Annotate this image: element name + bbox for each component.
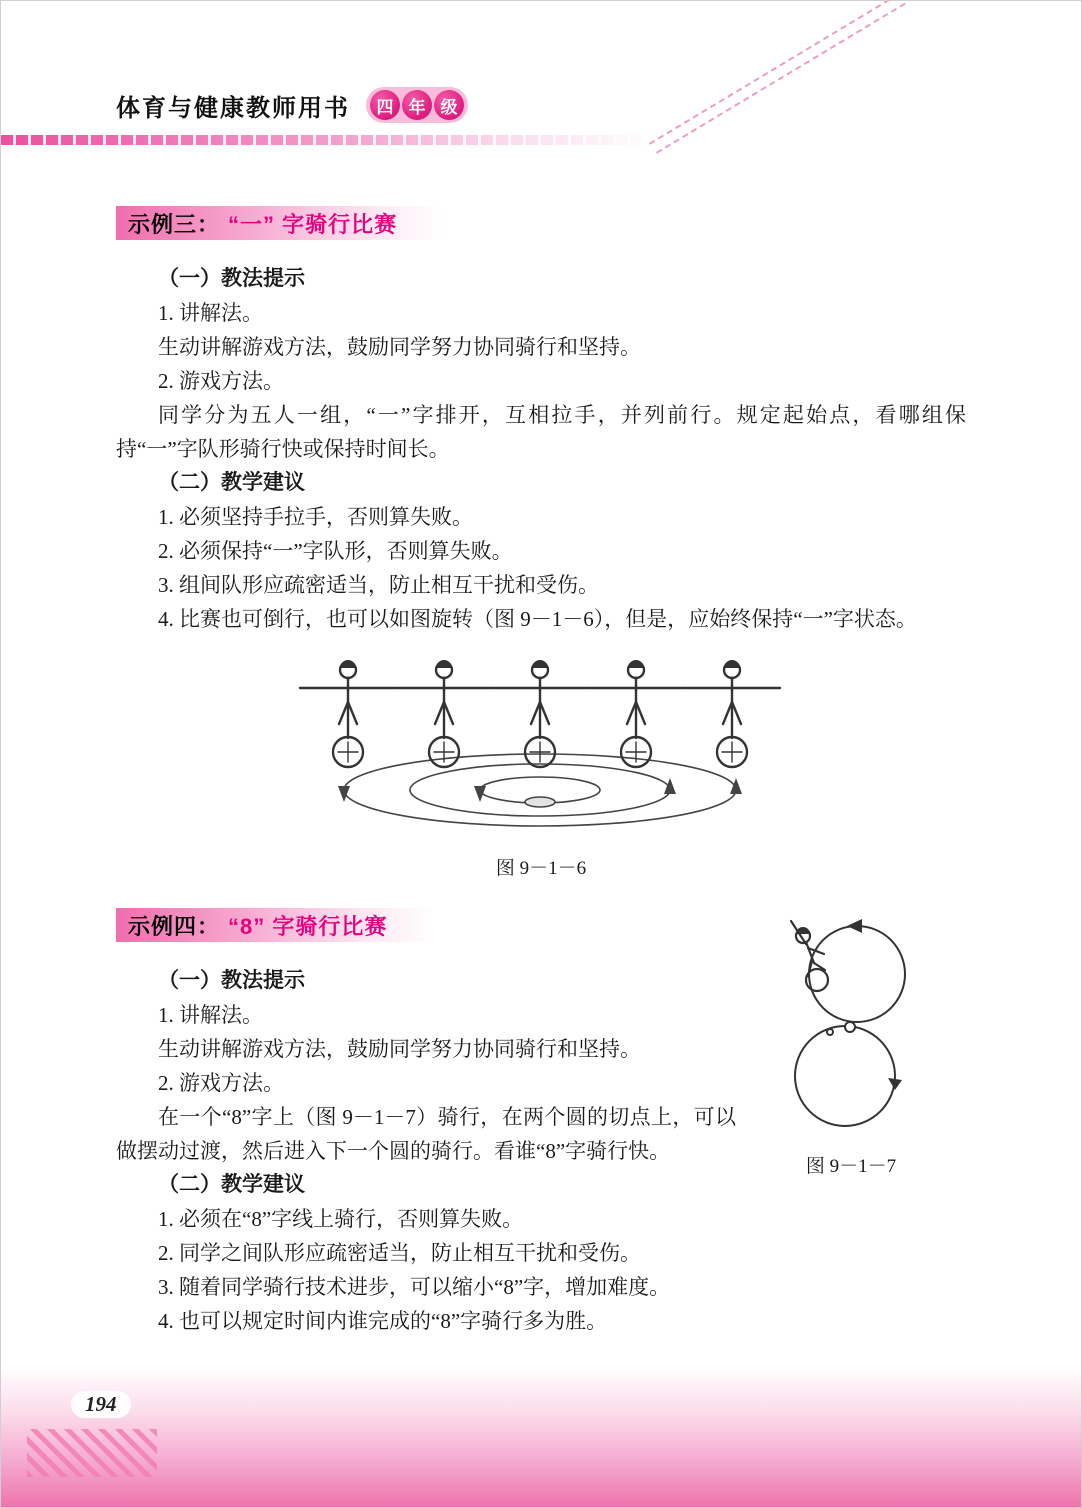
paragraph: 1. 必须在“8”字线上骑行，否则算失败。 [158, 1207, 524, 1231]
page-header [116, 87, 468, 123]
section-heading-example3 [116, 206, 443, 240]
corner-dashed-line [649, 0, 899, 145]
paragraph: 2. 游戏方法。 [158, 1071, 284, 1095]
paragraph: 1. 讲解法。 [158, 1003, 263, 1027]
figure-eight-illustration [736, 908, 966, 1180]
subsection-heading: （二）教学建议 [158, 1173, 305, 1196]
paragraph: 3. 随着同学骑行技术进步，可以缩小“8”字，增加难度。 [158, 1275, 671, 1299]
book-title: 体育与健康教师用书 [116, 94, 350, 122]
figure-caption: 图 9－1－7 [805, 1156, 897, 1177]
section-title: “8” 字骑行比赛 [228, 913, 388, 939]
page-number: 194 [71, 1391, 131, 1418]
paragraph: 同学分为五人一组，“一”字排开，互相拉手，并列前行。规定起始点，看哪组保持“一”字队形骑行快或保持时间长。 [116, 403, 966, 461]
subsection-heading: （一）教法提示 [158, 267, 305, 290]
grade-badge-char: 四 [370, 90, 400, 120]
grade-badge [366, 87, 468, 123]
corner-dashed-line [656, 3, 906, 154]
paragraph: 2. 同学之间队形应疏密适当，防止相互干扰和受伤。 [158, 1241, 641, 1265]
paragraph: 4. 也可以规定时间内谁完成的“8”字骑行多为胜。 [158, 1309, 608, 1333]
section-label: 示例三： [128, 211, 221, 237]
figure-unicycle-line-illustration [116, 650, 966, 882]
paragraph: 4. 比赛也可倒行，也可以如图旋转（图 9－1－6），但是，应始终保持“一”字状态。 [158, 607, 917, 631]
subsection-heading: （一）教法提示 [158, 969, 305, 992]
paragraph: 生动讲解游戏方法，鼓励同学努力协同骑行和坚持。 [158, 1037, 641, 1061]
section-label: 示例四： [128, 913, 221, 939]
paragraph: 在一个“8”字上（图 9－1－7）骑行，在两个圆的切点上，可以做摆动过渡，然后进入下一个圆的骑行。看谁“8”字骑行快。 [116, 1105, 736, 1163]
paragraph: 2. 必须保持“一”字队形，否则算失败。 [158, 539, 513, 563]
section-example4 [116, 908, 966, 1338]
subsection-heading: （二）教学建议 [158, 471, 305, 494]
paragraph: 生动讲解游戏方法，鼓励同学努力协同骑行和坚持。 [158, 335, 641, 359]
footer-hatch-pattern [27, 1429, 157, 1477]
header-divider-rule [1, 135, 656, 145]
page-content [116, 206, 966, 1338]
grade-badge-char: 年 [402, 90, 432, 120]
paragraph: 2. 游戏方法。 [158, 369, 284, 393]
footer-band [1, 1367, 1081, 1507]
section-heading-example4 [116, 908, 433, 942]
section-title: “一” 字骑行比赛 [228, 211, 398, 237]
figure-caption: 图 9－1－6 [495, 858, 587, 879]
unicycle-riders-drawing [291, 650, 791, 850]
paragraph: 1. 必须坚持手拉手，否则算失败。 [158, 505, 473, 529]
paragraph: 3. 组间队形应疏密适当，防止相互干扰和受伤。 [158, 573, 599, 597]
figure-eight-drawing [751, 908, 951, 1148]
grade-badge-char: 级 [434, 90, 464, 120]
paragraph: 1. 讲解法。 [158, 301, 263, 325]
